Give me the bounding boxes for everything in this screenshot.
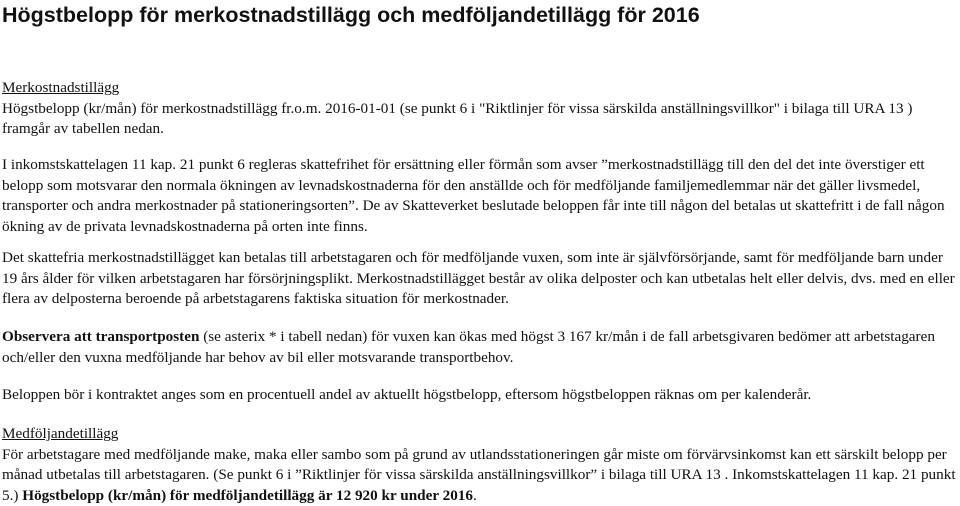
merkostnad-heading: Merkostnadstillägg <box>2 78 958 99</box>
observera-paragraph <box>2 327 958 368</box>
medfoljande-bold: Högstbelopp (kr/mån) för medföljandetillägg är 12 920 kr under 2016 <box>22 487 473 504</box>
medfoljande-section <box>2 424 958 506</box>
merkostnad-intro-bold: Högstbelopp (kr/mån) för merkostnadstillägg fr.o.m. 2016-01-01 <box>2 100 396 117</box>
medfoljande-end: . <box>473 487 477 504</box>
inkomstskatt-paragraph: I inkomstskattelagen 11 kap. 21 punkt 6 regleras skattefrihet för ersättning eller förmån som avser ”merkostnadstillägg till den del det inte överstiger ett belopp som motsvarar den normala ökningen av levnadskostnaderna för den anställde och för medföljande familjemedlemmar när det gäller livsmedel, transporter och andra merkostnader på stationeringsorten”. De av Skatteverket beslutade beloppen får inte till någon del betalas ut skattefritt i de fall någon ökning av de privata levnadskostnaderna på orten inte finns. <box>2 155 958 237</box>
skattefria-paragraph: Det skattefria merkostnadstillägget kan betalas till arbetstagaren och för medföljande vuxen, som inte är självförsörjande, samt för medföljande barn under 19 års ålder för vilken arbetstagaren har försörjningsplikt. Merkostnadstillägget består av olika delposter och kan utbetalas helt eller delvis, dvs. med en eller flera av delposterna beroende på arbetstagarens faktiska situation för merkostnader. <box>2 248 958 310</box>
observera-rest: (se asterix * i tabell nedan) för vuxen kan ökas med högst 3 167 kr/mån i de fall arbetsgivaren bedömer att arbetstagaren och/eller den vuxna medföljande har behov av bil eller motsvarande transportbehov. <box>2 328 935 366</box>
observera-bold: Observera att transportposten <box>2 328 199 345</box>
merkostnad-intro <box>2 99 958 140</box>
medfoljande-body: För arbetstagare med medföljande make, maka eller sambo som på grund av utlandsstationeringen går miste om förvärvsinkomst kan ett särskilt belopp per månad utbetalas till arbetstagaren. (Se punkt 6 i ”Riktlinjer för vissa särskilda anställningsvillkor” i bilaga till URA 13 . Inkomstskattelagen 11 kap. 21 punkt 5.) <box>2 446 956 504</box>
medfoljande-heading: Medföljandetillägg <box>2 424 958 445</box>
medfoljande-text <box>2 445 958 506</box>
page-title: Högstbelopp för merkostnadstillägg och medföljandetillägg för 2016 <box>2 2 700 28</box>
beloppen-paragraph: Beloppen bör i kontraktet anges som en procentuell andel av aktuellt högstbelopp, eftersom högstbeloppen räknas om per kalenderår. <box>2 385 958 406</box>
merkostnad-intro-rest: (se punkt 6 i "Riktlinjer för vissa särskilda anställningsvillkor" i bilaga till URA 13 ) framgår av tabellen nedan. <box>2 100 912 138</box>
merkostnad-section <box>2 78 958 140</box>
